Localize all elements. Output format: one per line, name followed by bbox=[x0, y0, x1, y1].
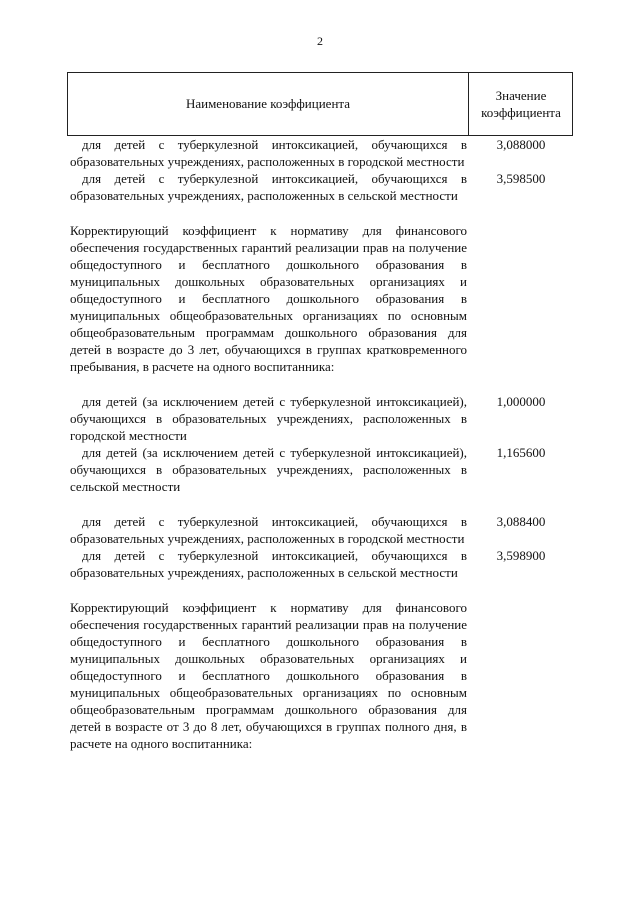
spacer bbox=[70, 495, 575, 513]
coefficient-row bbox=[70, 444, 575, 495]
section-heading-row bbox=[70, 599, 575, 752]
coefficient-row bbox=[70, 513, 575, 547]
coefficient-row bbox=[70, 170, 575, 204]
spacer bbox=[70, 375, 575, 393]
coefficient-value: 3,088400 bbox=[496, 514, 546, 529]
column-header-name: Наименование коэффициента bbox=[185, 96, 351, 111]
section-heading: Корректирующий коэффициент к нормативу для финансового обеспечения государственных гарантий реализации прав на получение общедоступного и бесплатного дошкольного образования в муниципальных дошкольных образовательных организациях и общедоступного и бесплатного дошкольного образования в муниципальных общеобразовательных организациях по основным общеобразовательным программам дошкольного образования для детей в возрасте до 3 лет, обучающихся в группах кратковременного пребывания, в расчете на одного воспитанника: bbox=[70, 223, 467, 374]
table-header bbox=[67, 72, 573, 136]
spacer bbox=[70, 581, 575, 599]
section-heading-row bbox=[70, 222, 575, 375]
coefficient-value: 3,598500 bbox=[496, 171, 546, 186]
coefficient-value: 3,088000 bbox=[496, 137, 546, 152]
coefficient-row bbox=[70, 547, 575, 581]
column-header-value-line2: коэффициента bbox=[481, 105, 561, 120]
coefficient-description: для детей (за исключением детей с туберкулезной интоксикацией), обучающихся в образовательных учреждениях, расположенных в городской местности bbox=[70, 394, 467, 443]
coefficient-description: для детей с туберкулезной интоксикацией, обучающихся в образовательных учреждениях, расположенных в городской местности bbox=[70, 514, 467, 546]
column-header-value bbox=[469, 73, 573, 135]
coefficient-row bbox=[70, 393, 575, 444]
coefficient-description: для детей (за исключением детей с туберкулезной интоксикацией), обучающихся в образовательных учреждениях, расположенных в сельской местности bbox=[70, 445, 467, 494]
coefficient-list bbox=[70, 136, 575, 752]
coefficient-value: 3,598900 bbox=[496, 548, 546, 563]
coefficient-description: для детей с туберкулезной интоксикацией, обучающихся в образовательных учреждениях, расположенных в сельской местности bbox=[70, 548, 467, 580]
page-number: 2 bbox=[317, 34, 323, 48]
section-heading-value bbox=[467, 222, 575, 375]
section-heading-value bbox=[467, 599, 575, 752]
coefficient-value: 1,165600 bbox=[496, 445, 546, 460]
coefficient-value: 1,000000 bbox=[496, 394, 546, 409]
column-header-value-line1: Значение bbox=[495, 88, 547, 103]
spacer bbox=[70, 204, 575, 222]
coefficient-description: для детей с туберкулезной интоксикацией, обучающихся в образовательных учреждениях, расположенных в сельской местности bbox=[70, 171, 467, 203]
coefficient-description: для детей с туберкулезной интоксикацией, обучающихся в образовательных учреждениях, расположенных в городской местности bbox=[70, 137, 467, 169]
section-heading: Корректирующий коэффициент к нормативу для финансового обеспечения государственных гарантий реализации прав на получение общедоступного и бесплатного дошкольного образования в муниципальных дошкольных образовательных организациях и общедоступного и бесплатного дошкольного образования в муниципальных общеобразовательных организациях по основным общеобразовательным программам дошкольного образования для детей в возрасте от 3 до 8 лет, обучающихся в группах полного дня, в расчете на одного воспитанника: bbox=[70, 600, 467, 751]
coefficient-row bbox=[70, 136, 575, 170]
